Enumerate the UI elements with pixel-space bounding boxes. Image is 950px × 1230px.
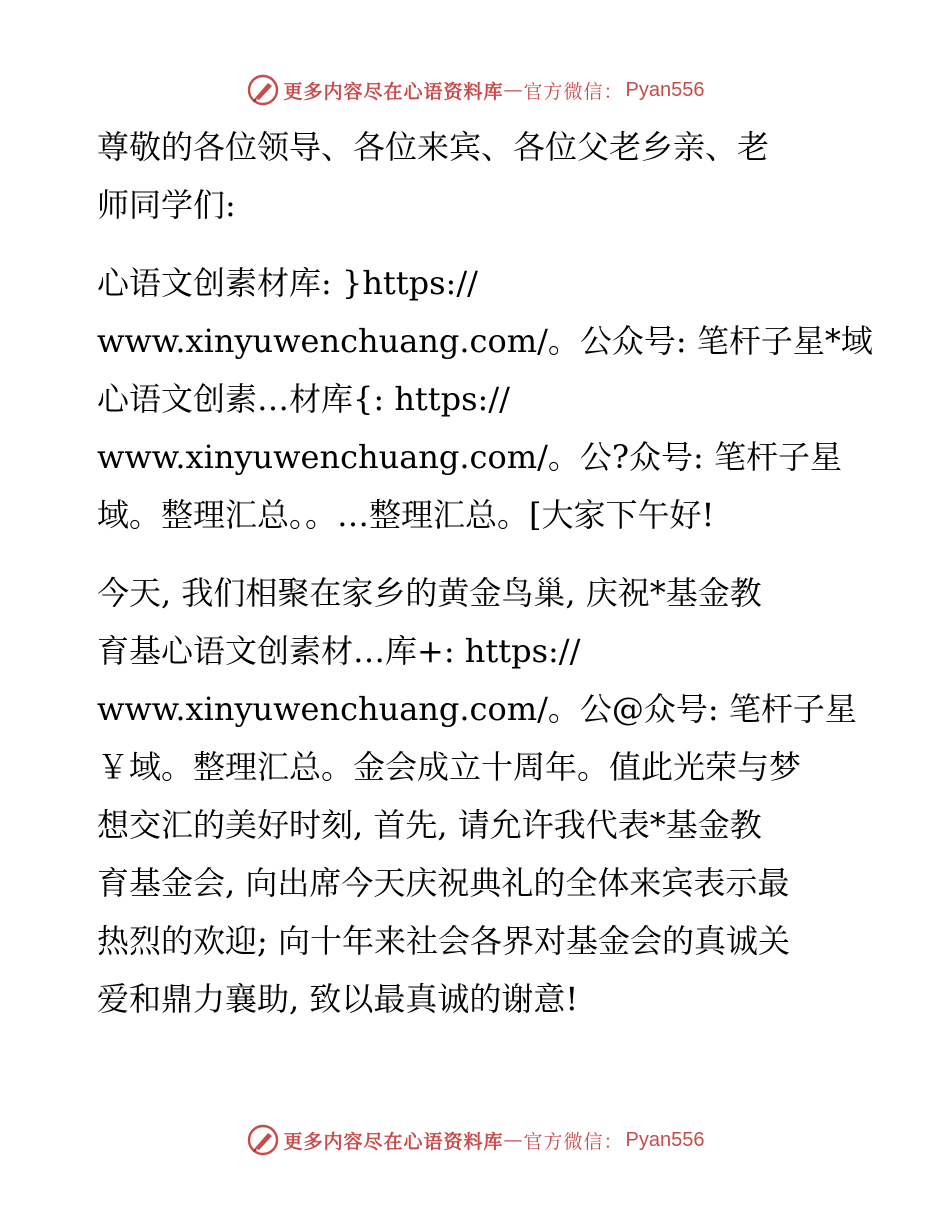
- document-body: [97, 118, 873, 1028]
- footer-banner-title: 更多内容尽在心语资料库: [283, 1130, 504, 1153]
- text-line: 今天, 我们相聚在家乡的黄金鸟巢, 庆祝*基金教: [97, 574, 762, 612]
- header-banner: [0, 70, 950, 110]
- footer-banner-wechat-label: 官方微信：: [523, 1130, 624, 1153]
- pen-circle-logo-icon: [246, 1123, 280, 1157]
- footer-banner-wechat-id: Pyan556: [625, 1128, 705, 1151]
- text-line: ￥域。整理汇总。金会成立十周年。值此光荣与梦: [97, 748, 802, 786]
- header-banner-title: 更多内容尽在心语资料库: [283, 80, 504, 103]
- text-line: www.xinyuwenchuang.com/。公众号: 笔杆子星*域: [97, 322, 873, 360]
- footer-banner-dash: —: [503, 1129, 524, 1151]
- text-line: www.xinyuwenchuang.com/。公?众号: 笔杆子星: [97, 438, 842, 476]
- text-line: 想交汇的美好时刻, 首先, 请允许我代表*基金教: [97, 806, 762, 844]
- text-line: 心语文创素…材库{: https://: [97, 380, 510, 418]
- paragraph-source-note: [97, 254, 873, 544]
- header-banner-dash: —: [503, 79, 524, 101]
- text-line: 育基心语文创素材…库+: https://: [97, 632, 581, 670]
- header-banner-wechat-id: Pyan556: [625, 78, 705, 101]
- pen-circle-logo-icon: [246, 73, 280, 107]
- text-line: 师同学们:: [97, 186, 236, 224]
- header-banner-wechat-label: 官方微信：: [523, 80, 624, 103]
- text-line: 域。整理汇总。。…整理汇总。[大家下午好!: [97, 496, 715, 534]
- text-line: 尊敬的各位领导、各位来宾、各位父老乡亲、老: [97, 128, 770, 166]
- footer-banner: [0, 1120, 950, 1160]
- text-line: 育基金会, 向出席今天庆祝典礼的全体来宾表示最: [97, 864, 790, 902]
- paragraph-greeting: [97, 118, 857, 234]
- text-line: 热烈的欢迎; 向十年来社会各界对基金会的真诚关: [97, 922, 790, 960]
- paragraph-main-speech: [97, 564, 857, 1028]
- text-line: 爱和鼎力襄助, 致以最真诚的谢意!: [97, 980, 579, 1018]
- text-line: 心语文创素材库: }https://: [97, 264, 478, 302]
- text-line: www.xinyuwenchuang.com/。公@众号: 笔杆子星: [97, 690, 857, 728]
